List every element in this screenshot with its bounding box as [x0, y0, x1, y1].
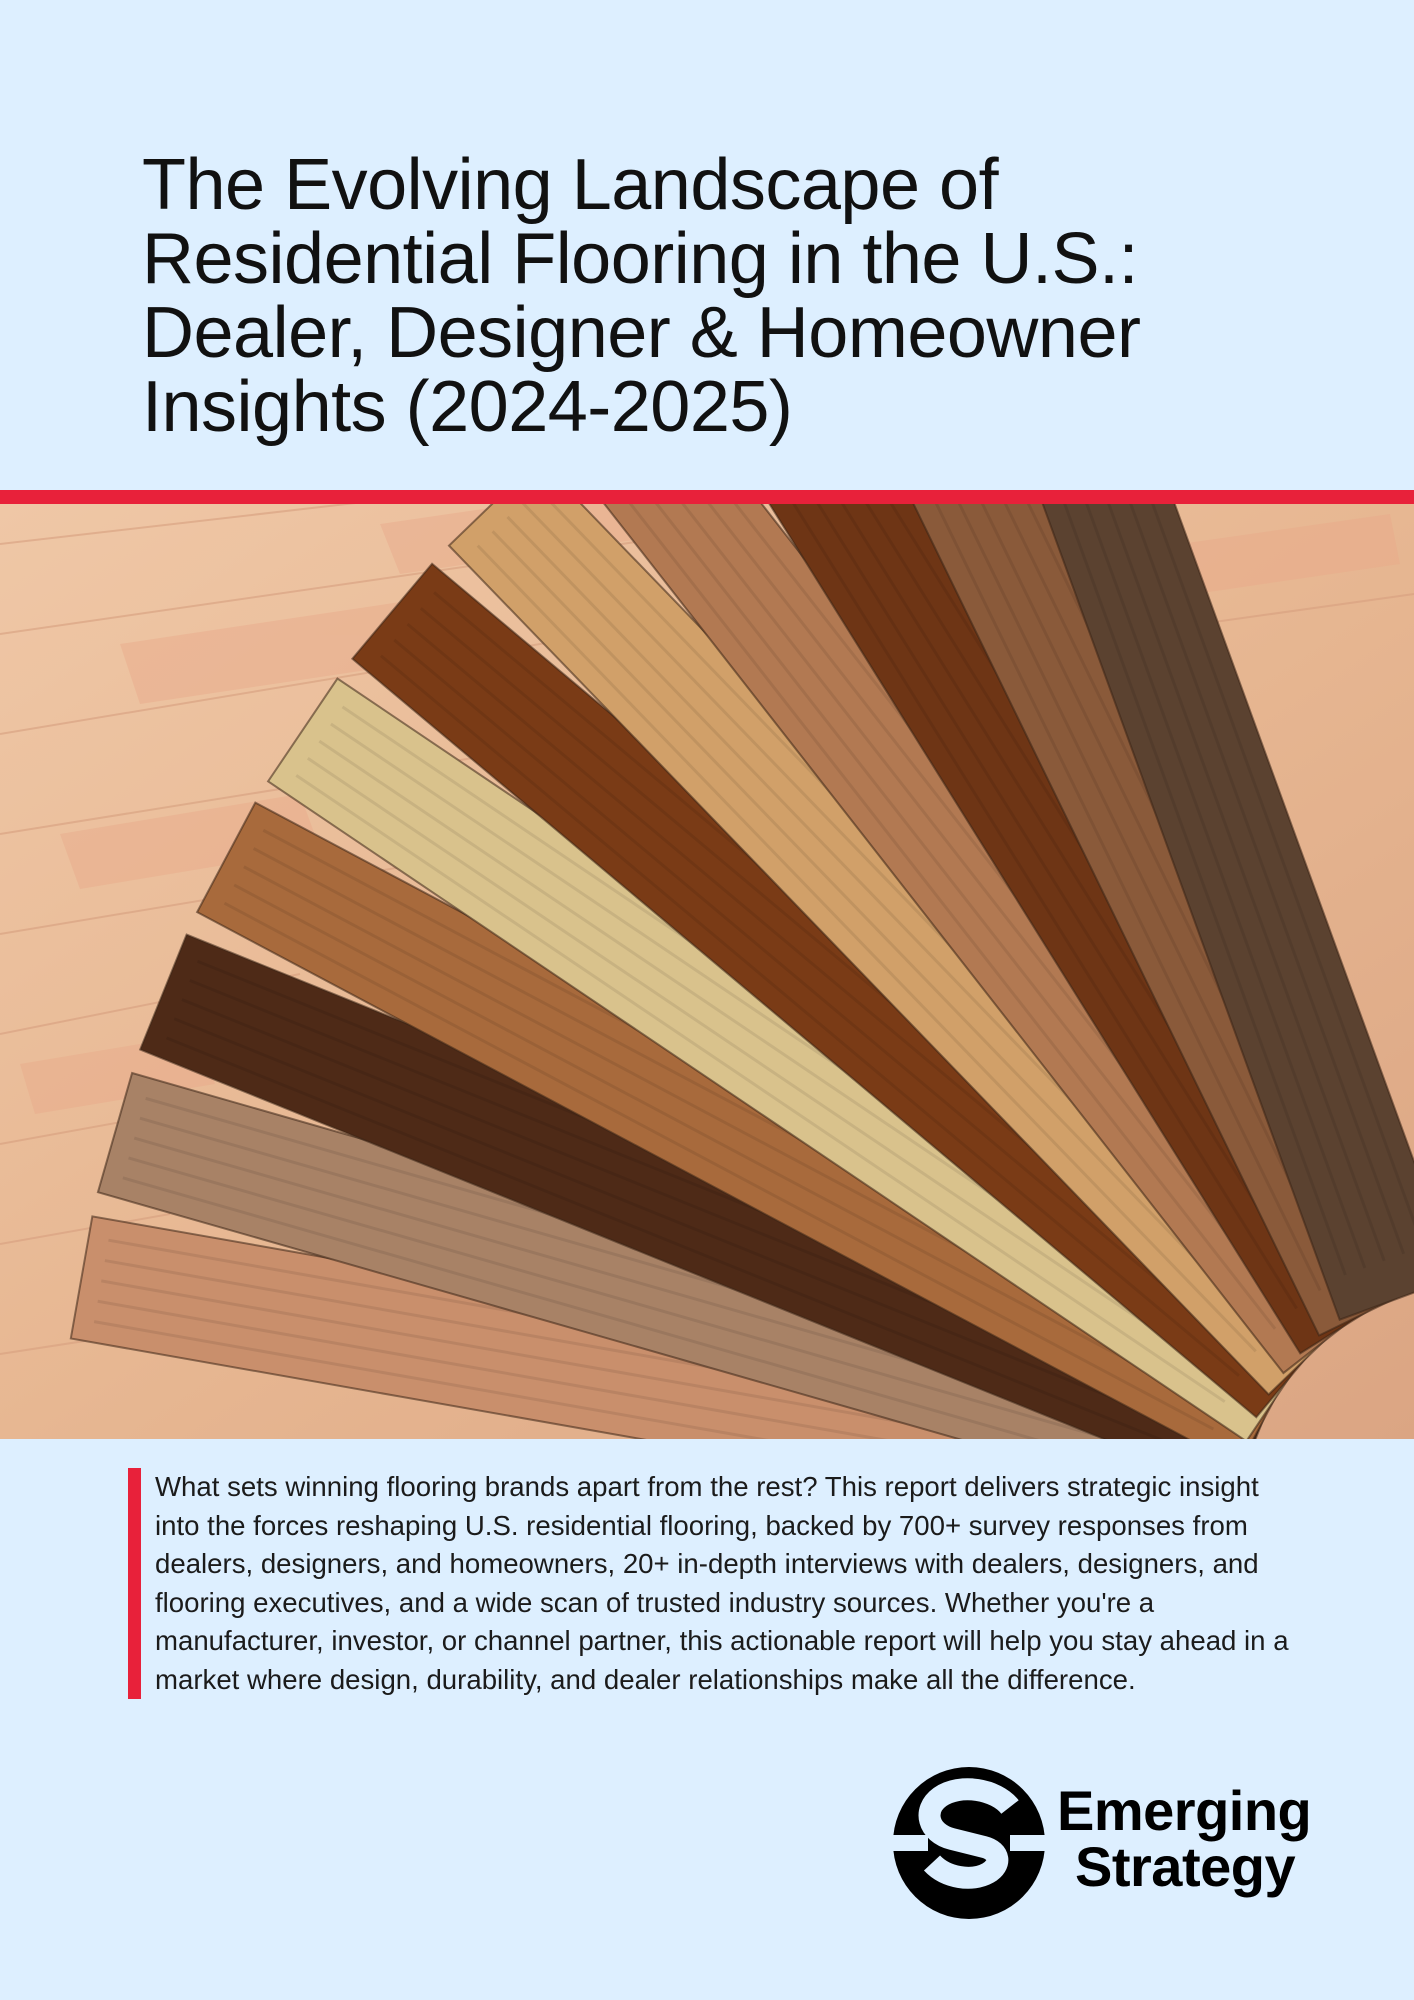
report-title [142, 145, 1322, 447]
logo-wordmark [1057, 1779, 1312, 1898]
accent-divider [0, 490, 1414, 504]
cover-photo [0, 504, 1414, 1439]
summary-text: What sets winning flooring brands apart from the rest? This report delivers strategic insight into the forces reshaping U.S. residential flooring, backed by 700+ survey responses from dealers, designers, and homeowners, 20+ in-depth interviews with dealers, designers, and flooring executives, and a wide scan of trusted industry sources. Whether you're a manufacturer, investor, or channel partner, this actionable report will help you stay ahead in a market where design, durability, and dealer relationships make all the difference. [155, 1471, 1289, 1695]
title-line-1: The Evolving Landscape of [142, 145, 999, 225]
title-line-4: Insights (2024-2025) [142, 367, 793, 447]
emerging-strategy-logo [892, 1765, 1362, 1925]
title-line-2: Residential Flooring in the U.S.: [142, 219, 1138, 299]
title-line-3: Dealer, Designer & Homeowner [142, 293, 1141, 373]
logo-line-2: Strategy [1075, 1835, 1296, 1898]
s-logo-icon [892, 1765, 1047, 1920]
report-summary [128, 1468, 1295, 1699]
logo-line-1: Emerging [1057, 1779, 1312, 1842]
